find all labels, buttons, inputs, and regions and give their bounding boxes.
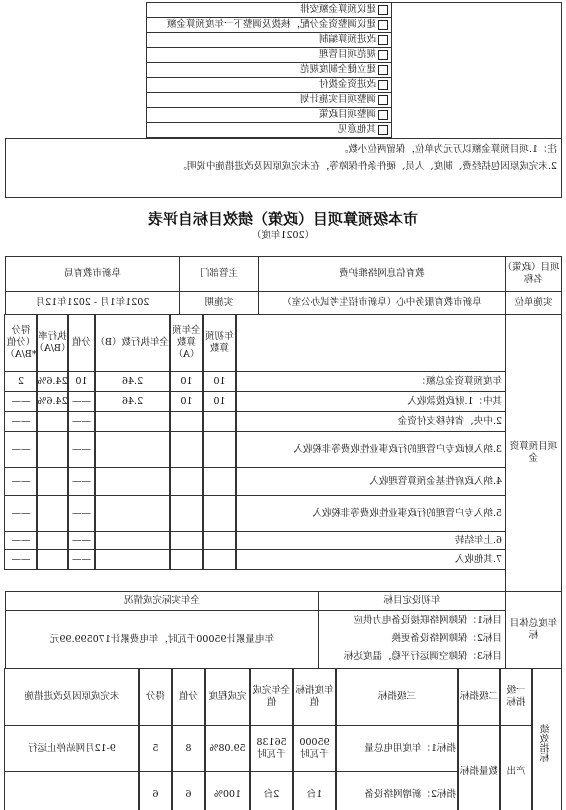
budget-cell	[202, 411, 237, 432]
checkbox-icon	[378, 20, 388, 30]
budget-cell	[94, 411, 171, 432]
budget-cell: ——	[4, 495, 38, 532]
impl-unit-label: 实施单位	[505, 291, 562, 315]
budget-cell	[169, 411, 204, 432]
checkbox-icon	[378, 80, 388, 90]
indicator-cell: 2台	[249, 771, 294, 810]
budget-cell: 10	[169, 391, 204, 412]
option-label: 建议调整资金分配，核拨及调整下一年度预算金额	[166, 19, 376, 30]
option-row	[147, 78, 391, 93]
checkbox-icon	[378, 65, 388, 75]
indicator-cell: 9-12月网站停止运行	[4, 725, 140, 772]
indicator-cell: 6	[138, 771, 173, 810]
option-row	[147, 108, 391, 123]
notes-box	[5, 138, 562, 198]
option-row	[147, 18, 391, 33]
indicator-cell: 5	[138, 725, 173, 772]
indicator-group-label: 绩效指标	[531, 668, 562, 810]
impl-period-label: 实施期	[179, 291, 259, 315]
option-label: 规范项目管理	[318, 49, 376, 60]
indicator-col-header: 年度指标值	[292, 668, 337, 726]
impl-period-value: 2021年1月 - 2021年12月	[5, 291, 180, 315]
budget-row-label: 2.中央、省转移支付资金	[235, 411, 506, 432]
budget-cell: ——	[67, 431, 96, 468]
indicator-cell: 1台	[292, 771, 337, 810]
budget-cell	[36, 467, 69, 496]
budget-cell: ——	[67, 467, 96, 496]
budget-row-label: 6.上年结转	[235, 531, 506, 550]
budget-cell: ——	[4, 411, 38, 432]
budget-cell	[36, 431, 69, 468]
checkbox-icon	[378, 35, 388, 45]
budget-col-header: 执行率（B/A）	[36, 314, 69, 372]
option-label: 建立健全制度规范	[299, 64, 376, 75]
option-row	[147, 3, 391, 18]
budget-row-label: 5.纳入专户管理的行政事业性收费等非税收入	[235, 495, 506, 532]
table-title: 市本级预算项目（政策）绩效目标自评表	[148, 209, 419, 228]
impl-unit-value: 阜新市教育服务中心（阜新市招生考试办公室）	[258, 291, 506, 315]
checkbox-icon	[378, 110, 388, 120]
goals-actual-cell: 年电量累计95000千瓦时，年电费累计170599.99元	[5, 610, 319, 669]
indicator-cell	[4, 771, 140, 810]
budget-cell	[36, 531, 69, 550]
budget-cell	[94, 531, 171, 550]
option-row	[147, 93, 391, 108]
budget-cell	[169, 549, 204, 570]
budget-cell: 10	[202, 391, 237, 412]
budget-cell	[169, 531, 204, 550]
indicator-col-header: 分值	[171, 668, 206, 726]
checkbox-icon	[378, 95, 388, 105]
goal-1: 目标1：保障网络联接设备电力供应	[353, 615, 502, 626]
budget-cell	[94, 549, 171, 570]
budget-col-header: 全年执行数（B）	[94, 314, 171, 372]
goal-2: 目标2：保障网络设备更换	[391, 633, 502, 644]
budget-header-blank	[235, 314, 506, 372]
budget-cell: 24.6%	[36, 371, 69, 392]
budget-cell	[94, 495, 171, 532]
budget-cell: ——	[4, 431, 38, 468]
top-left-blank-cell	[391, 2, 562, 139]
project-name-label: 项目（政策）名称	[505, 256, 562, 292]
checkbox-icon	[378, 5, 388, 15]
budget-cell: ——	[4, 531, 38, 550]
budget-cell	[169, 431, 204, 468]
option-row	[147, 63, 391, 78]
budget-row-label: 4.纳入政府性基金预算管理收入	[235, 467, 506, 496]
option-row	[147, 48, 391, 63]
budget-row-label: 年度预算资金总额：	[235, 371, 506, 392]
budget-cell	[202, 531, 237, 550]
goal-3: 目标3：保障空调运行平稳，温度达标	[343, 651, 502, 662]
indicator-col-header: 全年完成值	[249, 668, 294, 726]
note-2: 2.未完成原因包括经费、制度、人员、硬件条件保障等，在未完成原因及改进措施中说明。	[177, 161, 557, 172]
goals-planned-cell	[318, 610, 506, 669]
budget-col-header: 分值	[67, 314, 96, 372]
budget-cell: ——	[4, 391, 38, 412]
dept-label: 主管部门	[179, 256, 259, 292]
indicator-col-header: 完成程度	[204, 668, 251, 726]
option-label: 建议预算金额安排	[299, 4, 376, 15]
indicator-cell: 指标1：年度用电总量	[335, 725, 459, 772]
indicator-cell: 指标2：新增网络设备	[335, 771, 459, 810]
budget-cell: 2	[4, 371, 38, 392]
budget-cell: ——	[67, 549, 96, 570]
project-name-value: 教育信息网络维护费	[258, 256, 506, 292]
budget-cell	[36, 411, 69, 432]
option-label: 改进资金拨付	[318, 79, 376, 90]
indicator-cell: 56138千瓦时	[249, 725, 294, 772]
indicator-cell: 8	[171, 725, 206, 772]
budget-cell: ——	[67, 411, 96, 432]
budget-cell: ——	[67, 495, 96, 532]
budget-cell: 24.6%	[36, 391, 69, 412]
option-label: 改进预算编制	[318, 34, 376, 45]
budget-cell: ——	[67, 531, 96, 550]
budget-cell: ——	[4, 549, 38, 570]
budget-cell	[202, 495, 237, 532]
note-1: 注：1.项目预算金额以万元为单位，保留两位小数。	[338, 144, 557, 155]
option-label: 调整项目实施计划	[299, 94, 376, 105]
top-options-cell	[146, 2, 392, 139]
budget-cell: 2.46	[94, 391, 171, 412]
goals-section-label: 年度总体目标	[505, 591, 562, 669]
budget-cell	[169, 467, 204, 496]
checkbox-icon	[378, 125, 388, 135]
indicator-col-header: 得分	[138, 668, 173, 726]
indicator-level2: 数量指标	[457, 725, 501, 810]
budget-cell: 10	[169, 371, 204, 392]
budget-cell	[202, 549, 237, 570]
indicator-col-header: 三级指标	[335, 668, 459, 726]
budget-cell	[36, 495, 69, 532]
indicator-col-header: 一级指标	[499, 668, 533, 726]
option-label: 其他意见	[337, 124, 376, 135]
budget-cell	[202, 467, 237, 496]
budget-cell: ——	[67, 391, 96, 412]
option-row	[147, 123, 391, 138]
budget-row-label: 3.纳入财政专户管理的行政事业性收费等非税收入	[235, 431, 506, 468]
budget-cell	[169, 495, 204, 532]
option-row	[147, 33, 391, 48]
budget-cell: 10	[202, 371, 237, 392]
indicator-cell: 95000千瓦时	[292, 725, 337, 772]
budget-cell	[202, 431, 237, 468]
budget-row-label: 其中：1.财政拨款收入	[235, 391, 506, 412]
indicator-level1: 产出	[499, 725, 533, 810]
budget-row-label: 7.其他收入	[235, 549, 506, 570]
budget-cell	[94, 431, 171, 468]
table-year: （2021年度）	[251, 230, 315, 241]
indicator-cell: 100%	[204, 771, 251, 810]
indicator-cell: 59.08%	[204, 725, 251, 772]
checkbox-icon	[378, 50, 388, 60]
goals-planned-header: 年初设定目标	[318, 591, 506, 611]
dept-value: 阜新市教育局	[5, 256, 180, 292]
indicator-cell: 6	[171, 771, 206, 810]
budget-cell: ——	[4, 467, 38, 496]
budget-col-header: 全年预算数（A）	[169, 314, 204, 372]
goals-actual-header: 全年实际完成情况	[5, 591, 319, 611]
budget-col-header: 得分（分值*B/A）	[4, 314, 38, 372]
budget-section-label: 项目预算资金	[505, 314, 562, 592]
budget-cell: 2.46	[94, 371, 171, 392]
budget-cell	[36, 549, 69, 570]
option-label: 调整项目政策	[318, 109, 376, 120]
indicator-col-header: 未完成原因及改进措施	[4, 668, 140, 726]
indicator-col-header: 二级指标	[457, 668, 501, 726]
budget-cell	[94, 467, 171, 496]
budget-cell: 10	[67, 371, 96, 392]
budget-col-header: 年初预算数	[202, 314, 237, 372]
